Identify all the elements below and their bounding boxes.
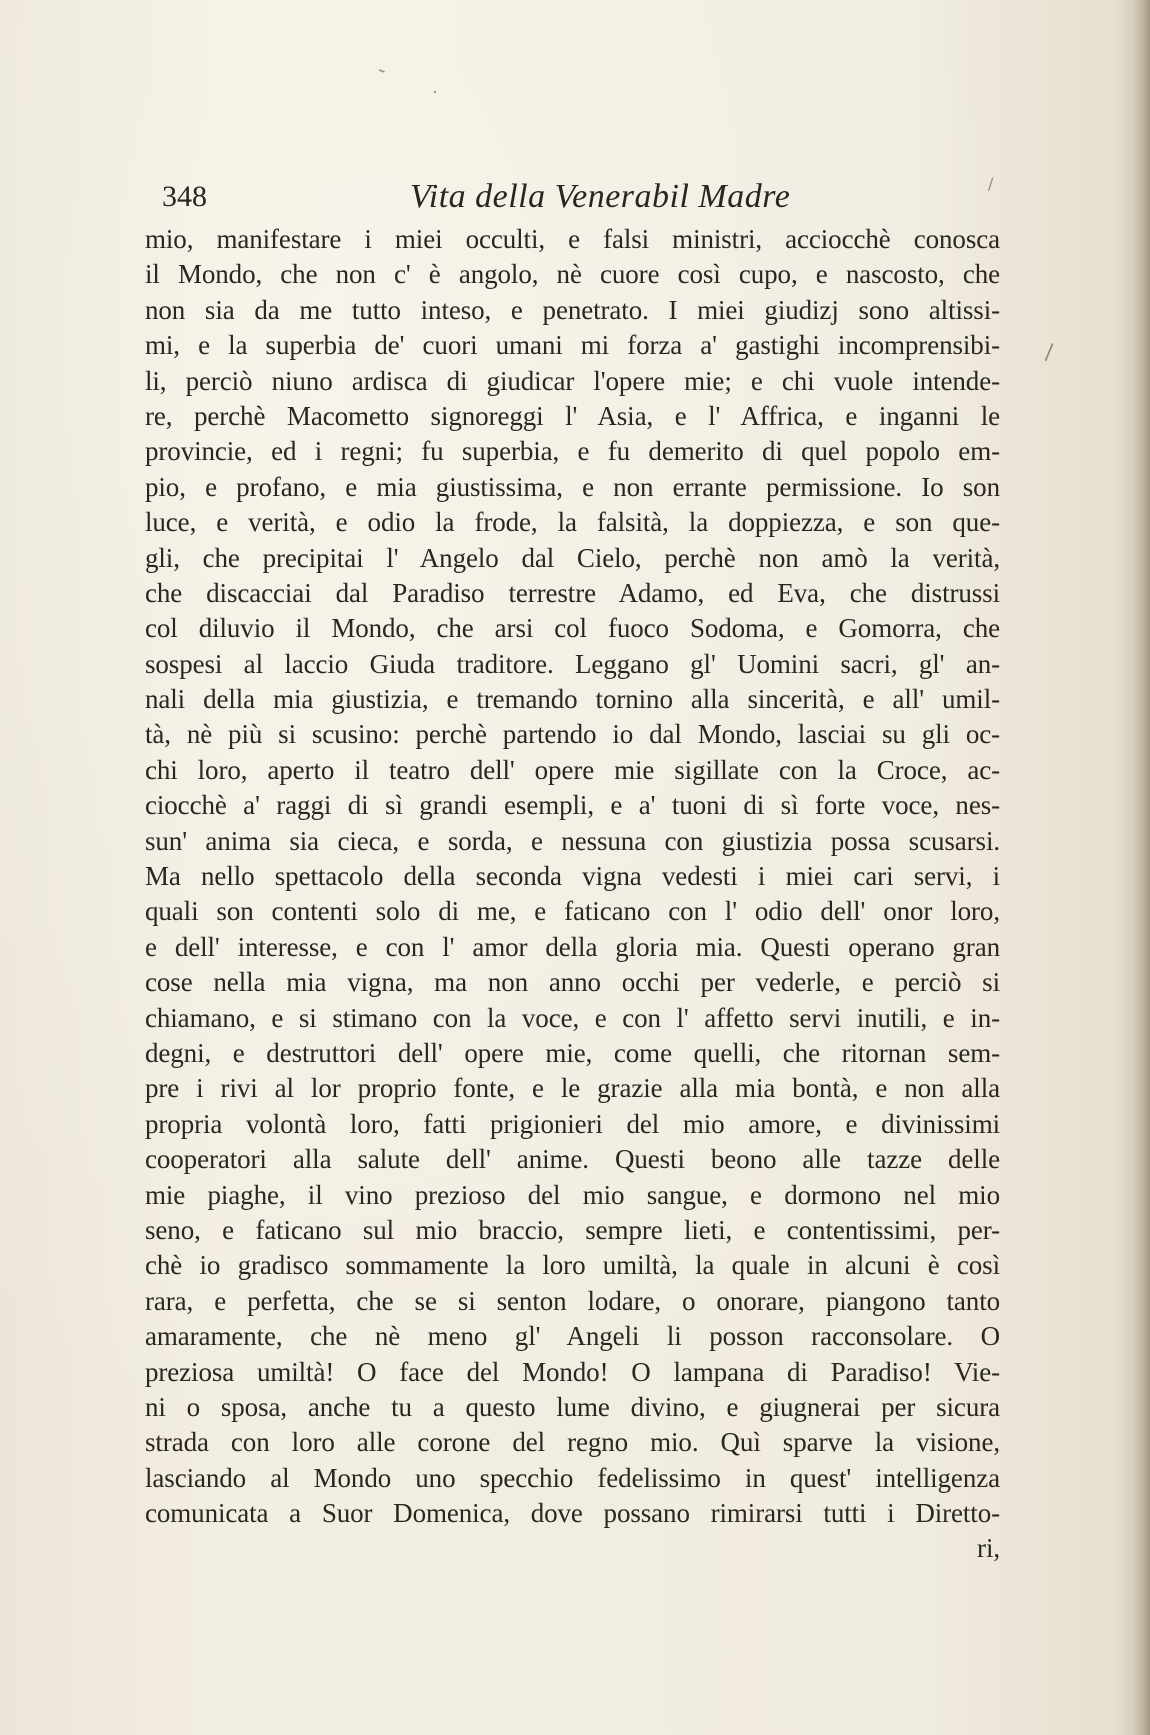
text-line: quali son contenti solo di me, e faticano con l' odio dell' onor loro, — [145, 896, 1000, 927]
text-line: provincie, ed i regni; fu superbia, e fu demerito di quel popolo em- — [145, 436, 1000, 467]
text-line: degni, e destruttori dell' opere mie, come quelli, che ritornan sem- — [145, 1037, 1000, 1068]
text-line: col diluvio il Mondo, che arsi col fuoco Sodoma, e Gomorra, che — [145, 613, 1000, 644]
text-line: sospesi al laccio Giuda traditore. Leggano gl' Uomini sacri, gl' an- — [145, 648, 1000, 679]
text-line: rara, e perfetta, che se si senton lodare, o onorare, piangono tanto — [145, 1285, 1000, 1316]
text-line: ni o sposa, anche tu a questo lume divino, e giugnerai per sicura — [145, 1391, 1000, 1422]
paper-speck-mark: / — [988, 174, 994, 193]
page-header — [0, 172, 1150, 222]
text-line: strada con loro alle corone del regno mio. Quì sparve la visione, — [145, 1427, 1000, 1458]
text-line: mio, manifestare i miei occulti, e falsi ministri, acciocchè conosca — [145, 224, 1000, 254]
paper-speck-mark: · — [432, 82, 438, 103]
text-line: tà, nè più si scusino: perchè partendo io dal Mondo, lasciai su gli oc- — [145, 719, 1000, 750]
catchword: ri, — [977, 1533, 1000, 1564]
text-line: amaramente, che nè meno gl' Angeli li posson racconsolare. O — [145, 1321, 1000, 1352]
text-line: seno, e faticano sul mio braccio, sempre lieti, e contentissimi, per- — [145, 1214, 1000, 1245]
text-line: mi, e la superbia de' cuori umani mi forza a' gastighi incomprensibi- — [145, 330, 1000, 361]
page-edge-shadow — [1132, 0, 1150, 1735]
text-line: comunicata a Suor Domenica, dove possano rimirarsi tutti i Diretto- — [145, 1498, 1000, 1529]
text-line: chiamano, e si stimano con la voce, e con l' affetto servi inutili, e in- — [145, 1002, 1000, 1033]
text-line: nali della mia giustizia, e tremando tornino alla sincerità, e all' umil- — [145, 684, 1000, 715]
text-line: gli, che precipitai l' Angelo dal Cielo, perchè non amò la verità, — [145, 542, 1000, 573]
text-line: chè io gradisco sommamente la loro umiltà, la quale in alcuni è così — [145, 1250, 1000, 1281]
text-line: re, perchè Macometto signoreggi l' Asia, e l' Affrica, e inganni le — [145, 400, 1000, 431]
text-line: non sia da me tutto inteso, e penetrato. I miei giudizj sono altissi- — [145, 294, 1000, 325]
paper-speck-mark: \ — [1037, 340, 1060, 365]
text-line: preziosa umiltà! O face del Mondo! O lampana di Paradiso! Vie- — [145, 1356, 1000, 1387]
text-line: Ma nello spettacolo della seconda vigna vedesti i miei cari servi, i — [145, 861, 1000, 892]
text-line: lasciando al Mondo uno specchio fedelissimo in quest' intelligenza — [145, 1462, 1000, 1493]
paper-speck-mark: - — [373, 57, 390, 84]
text-line: ciocchè a' raggi di sì grandi esempli, e a' tuoni di sì forte voce, nes- — [145, 790, 1000, 821]
text-line: e dell' interesse, e con l' amor della gloria mia. Questi operano gran — [145, 931, 1000, 962]
text-line: sun' anima sia cieca, e sorda, e nessuna con giustizia possa scusarsi. — [145, 825, 1000, 856]
text-line: il Mondo, che non c' è angolo, nè cuore così cupo, e nascosto, che — [145, 259, 1000, 290]
text-line: luce, e verità, e odio la frode, la falsità, la doppiezza, e son que- — [145, 507, 1000, 538]
text-line: li, perciò niuno ardisca di giudicar l'opere mie; e chi vuole intende- — [145, 365, 1000, 396]
running-title: Vita della Venerabil Madre — [410, 178, 791, 215]
text-line: cose nella mia vigna, ma non anno occhi per vederle, e perciò si — [145, 967, 1000, 998]
text-line: propria volontà loro, fatti prigionieri del mio amore, e divinissimi — [145, 1108, 1000, 1139]
page-number: 348 — [162, 180, 207, 213]
text-line: che discacciai dal Paradiso terrestre Adamo, ed Eva, che distrussi — [145, 577, 1000, 608]
text-line: pio, e profano, e mia giustissima, e non errante permissione. Io son — [145, 471, 1000, 502]
body-text — [145, 222, 1000, 1567]
text-line: chi loro, aperto il teatro dell' opere mie sigillate con la Croce, ac- — [145, 754, 1000, 785]
text-line: mie piaghe, il vino prezioso del mio sangue, e dormono nel mio — [145, 1179, 1000, 1210]
text-line: pre i rivi al lor proprio fonte, e le grazie alla mia bontà, e non alla — [145, 1073, 1000, 1104]
text-line: cooperatori alla salute dell' anime. Questi beono alle tazze delle — [145, 1144, 1000, 1175]
